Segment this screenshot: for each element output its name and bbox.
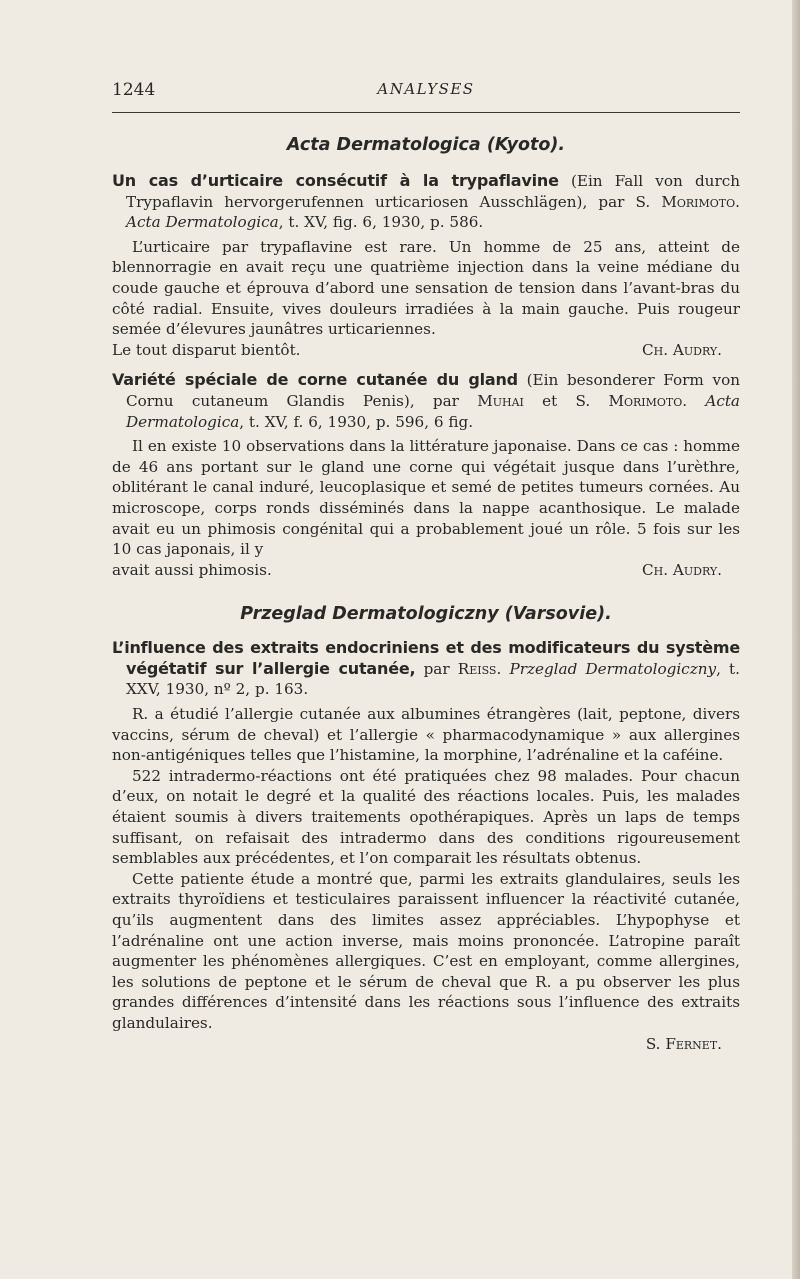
article-1-author: Morimoto xyxy=(661,192,736,211)
article-2-citation-text-d: , t. XV, f. 6, 1930, p. 596, 6 fig. xyxy=(239,412,474,431)
article-3-title: L’influence des extraits endocriniens et des modificateurs du système végétatif sur l’allergie cutanée, xyxy=(112,638,740,678)
page-edge-shadow xyxy=(792,0,800,1279)
article-2-last-line xyxy=(112,560,740,581)
article-2 xyxy=(112,370,740,580)
article-1-citation-text-c: , t. XV, fig. 6, 1930, p. 586. xyxy=(278,213,484,232)
article-3 xyxy=(112,638,740,1054)
article-1 xyxy=(112,171,740,360)
article-3-citation-text-c: , t. XXV, 1930, nº 2, p. 163. xyxy=(126,659,740,699)
article-3-paragraph-2: 522 intradermo-réactions ont été pratiquées chez 98 malades. Pour chacun d’eux, on notait le degré et la qualité des réactions locales. Puis, les malades étaient soumis à divers traitements opothérapiques. Après un laps de temps suffisant, on refaisait des intradermo dans des conditions rigoureusement semblables aux précédentes, et l’on comparait les résultats obtenus. xyxy=(112,766,740,868)
running-head xyxy=(112,78,740,104)
article-1-citation-text-a: (Ein Fall von durch Trypaflavin hervorgerufennen urticariosen Ausschlägen), par S. xyxy=(126,172,740,211)
journal-heading-2: Przeglad Dermatologiczny (Varsovie). xyxy=(240,604,612,625)
article-3-citation-text-a: par xyxy=(415,659,458,678)
article-2-last-line-text: avait aussi phimosis. xyxy=(112,560,272,579)
article-3-citation-text-b: . xyxy=(496,659,510,678)
article-3-signature: S. Fernet. xyxy=(645,1034,722,1053)
spacer xyxy=(112,360,740,370)
journal-heading-1: Acta Dermatologica (Kyoto). xyxy=(286,135,566,155)
article-2-journal-ref: Acta Dermatologica xyxy=(126,391,740,431)
article-2-citation-text-a: (Ein besonderer Form von Cornu cutaneum Glandis Penis), par xyxy=(126,371,741,410)
article-2-title: Variété spéciale de corne cutanée du gland xyxy=(112,370,518,390)
article-1-body: L’urticaire par trypaflavine est rare. Un homme de 25 ans, atteint de blennorragie en avait reçu une quatrième injection dans la veine médiane du coude gauche et éprouva d’abord une sensation de tension dans l’avant-bras du côté radial. Ensuite, vives douleurs irradiées à la main gauche. Puis rougeur semée d’élevures jaunâtres urticariennes. xyxy=(112,237,740,339)
article-3-paragraph-3: Cette patiente étude a montré que, parmi les extraits glandulaires, seuls les extraits thyroïdiens et testiculaires paraissent influencer la réactivité cutanée, qu’ils augmentent dans des limites assez appréciables. L’hypophyse et l’adrénaline ont une action inverse, mais moins prononcée. L’atropine paraît augmenter les phénomènes allergiques. C’est en employant, comme allergines, les solutions de peptone et le sérum de cheval que R. a pu observer les plus grandes différences d’intensité dans les réactions sous l’influence des extraits glandulaires. xyxy=(112,869,740,1032)
article-3-paragraph-1: R. a étudié l’allergie cutanée aux albumines étrangères (lait, peptone, divers vaccins, sérum de cheval) et l’allergie « pharmacodynamique » aux allergines non-antigéniques telles que l’histamine, la morphine, l’adrénaline et la caféine. xyxy=(112,705,740,765)
article-1-title: Un cas d’urticaire consécutif à la trypaflavine xyxy=(112,171,559,190)
article-3-author: Reiss xyxy=(457,659,497,678)
article-3-citation xyxy=(112,638,740,700)
article-2-signature: Ch. Audry. xyxy=(642,560,722,579)
article-2-citation-text-c: . xyxy=(682,391,706,410)
article-1-last-line xyxy=(112,340,740,361)
article-1-journal-ref: Acta Dermatologica xyxy=(126,213,279,232)
page-number: 1244 xyxy=(112,80,156,100)
article-2-author-2: Morimoto xyxy=(608,391,683,410)
article-2-body: Il en existe 10 observations dans la littérature japonaise. Dans ce cas : homme de 46 ans portant sur le gland une corne qui végétait jusque dans l’urèthre, oblitérant le canal induré, leucoplasique et semé de petites tumeurs cornées. Au microscope, corps ronds disséminés dans la nappe acanthosique. Le malade avait eu un phimosis congénital qui a probablement joué un rôle. 5 fois sur les 10 cas japonais, il y xyxy=(112,437,740,559)
article-2-citation xyxy=(112,370,740,432)
article-1-citation-text-b: . xyxy=(735,192,740,211)
article-1-last-line-text: Le tout disparut bientôt. xyxy=(112,340,301,359)
article-2-citation-text-b: et S. xyxy=(523,391,609,410)
header-rule xyxy=(112,112,740,113)
section-heading: ANALYSES xyxy=(377,80,475,98)
article-1-signature: Ch. Audry. xyxy=(642,340,722,359)
article-2-author-1: Muhai xyxy=(477,391,524,410)
article-3-journal-ref: Przeglad Dermatologiczny xyxy=(509,659,717,678)
article-1-citation xyxy=(112,171,740,233)
